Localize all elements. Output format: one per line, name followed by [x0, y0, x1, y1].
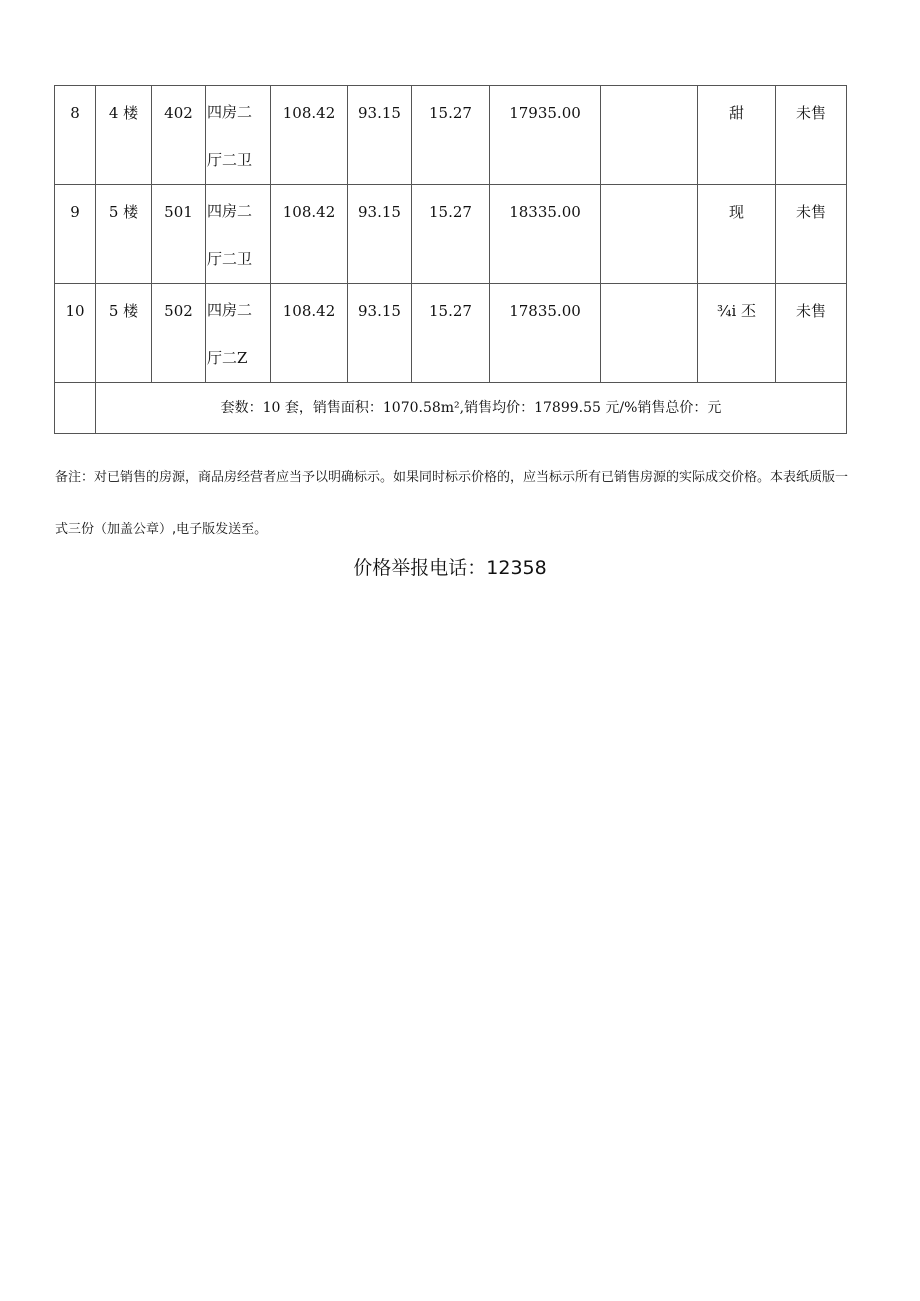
cell-area-inner: 93.15	[348, 86, 412, 185]
cell-remark: 甜	[698, 86, 776, 185]
cell-type: 四房二 厅二卫	[206, 185, 271, 284]
cell-area-share: 15.27	[412, 284, 490, 383]
housing-price-table	[54, 85, 847, 434]
cell-no: 10	[55, 284, 96, 383]
summary-row	[55, 383, 847, 434]
cell-room: 502	[152, 284, 206, 383]
price-report-hotline: 价格举报电话：12358	[353, 557, 547, 579]
summary-cell	[96, 383, 847, 434]
cell-room: 501	[152, 185, 206, 284]
cell-area-build: 108.42	[271, 86, 348, 185]
cell-unit-price: 17935.00	[490, 86, 601, 185]
cell-status: 未售	[776, 185, 847, 284]
cell-type: 四房二 厅二卫	[206, 86, 271, 185]
cell-floor: 5 楼	[96, 284, 152, 383]
cell-total-price	[601, 284, 698, 383]
cell-remark: ¾i 丕	[698, 284, 776, 383]
cell-area-share: 15.27	[412, 185, 490, 284]
table-row	[55, 185, 847, 284]
cell-no: 9	[55, 185, 96, 284]
cell-area-share: 15.27	[412, 86, 490, 185]
cell-area-inner: 93.15	[348, 185, 412, 284]
cell-status: 未售	[776, 284, 847, 383]
cell-status: 未售	[776, 86, 847, 185]
cell-area-build: 108.42	[271, 284, 348, 383]
remarks-note: 备注：对已销售的房源，商品房经营者应当予以明确标示。如果同时标示价格的，应当标示所有已销售房源的实际成交价格。本表纸质版一式三份（加盖公章）,电子版发送至。	[55, 470, 849, 537]
cell-area-build: 108.42	[271, 185, 348, 284]
summary-text: 套数：10 套，销售面积：1070.58m²,销售均价：17899.55 元/%销售总价：元	[220, 400, 722, 416]
cell-area-inner: 93.15	[348, 284, 412, 383]
cell-no: 8	[55, 86, 96, 185]
cell-total-price	[601, 86, 698, 185]
cell-total-price	[601, 185, 698, 284]
cell-floor: 5 楼	[96, 185, 152, 284]
cell-unit-price: 17835.00	[490, 284, 601, 383]
cell-remark: 现	[698, 185, 776, 284]
table-row	[55, 86, 847, 185]
summary-empty-cell	[55, 383, 96, 434]
cell-floor: 4 楼	[96, 86, 152, 185]
cell-room: 402	[152, 86, 206, 185]
cell-type: 四房二 厅二Z	[206, 284, 271, 383]
cell-unit-price: 18335.00	[490, 185, 601, 284]
table-row	[55, 284, 847, 383]
